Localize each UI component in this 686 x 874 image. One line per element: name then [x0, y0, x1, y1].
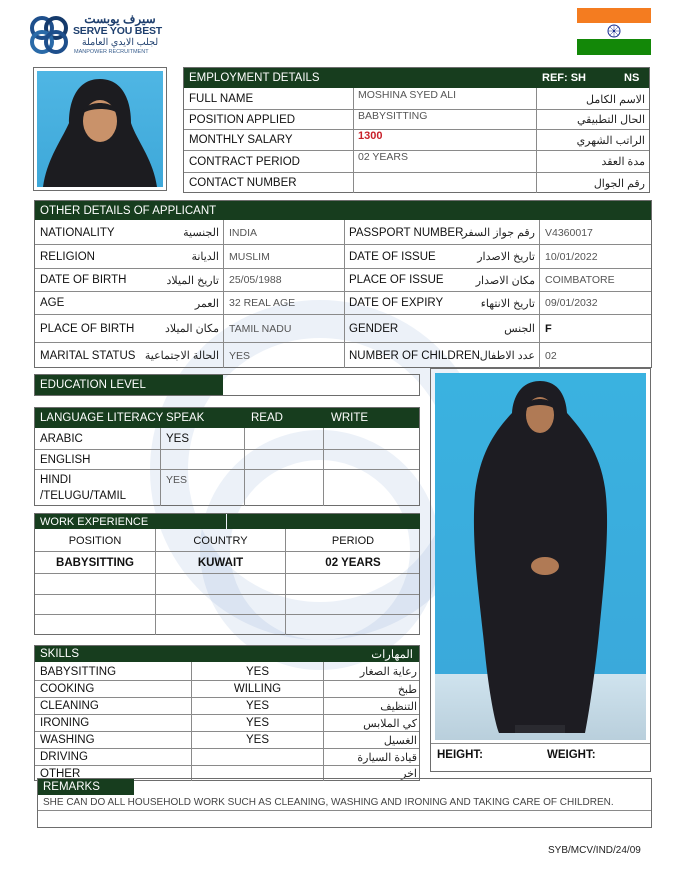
skill-ironing-arabic: كي الملابس	[363, 717, 417, 730]
weight-label: WEIGHT:	[547, 749, 596, 761]
date-of-issue-label: DATE OF ISSUE	[349, 250, 436, 263]
contact-number-label: CONTACT NUMBER	[189, 177, 297, 189]
other-details-table	[34, 200, 652, 368]
skills-table	[34, 645, 420, 781]
skill-cooking: COOKING	[40, 683, 95, 695]
place-of-birth-label: PLACE OF BIRTH	[40, 322, 135, 335]
marital-status-arabic: الحالة الاجتماعية	[144, 350, 219, 362]
other-details-title: OTHER DETAILS OF APPLICANT	[40, 204, 217, 217]
work-experience-title: WORK EXPERIENCE	[40, 515, 149, 528]
ashoka-chakra-icon	[607, 24, 621, 38]
marital-status-value: YES	[229, 349, 251, 362]
brand-name: SERVE YOU BEST	[73, 25, 163, 37]
work-position-value: BABYSITTING	[56, 556, 134, 569]
number-of-children-arabic: عدد الاطفال	[479, 350, 535, 362]
skill-babysitting-arabic: رعاية الصغار	[359, 666, 417, 678]
remarks-text: SHE CAN DO ALL HOUSEHOLD WORK SUCH AS CLEANING, WASHING AND IRONING AND TAKING CARE OF CHILDREN.	[43, 797, 614, 808]
remarks-section	[37, 778, 652, 828]
ref-suffix: NS	[624, 72, 640, 84]
company-logo	[28, 12, 168, 60]
write-header: WRITE	[331, 412, 369, 424]
hindi-speak: YES	[166, 474, 188, 486]
arabic-speak: YES	[166, 433, 190, 445]
ref-label: REF: SH	[542, 72, 586, 84]
skill-ironing: IRONING	[40, 717, 90, 729]
contract-period-arabic: مدة العقد	[601, 156, 645, 168]
height-label: HEIGHT:	[437, 749, 483, 761]
nationality-arabic: الجنسية	[183, 227, 219, 239]
number-of-children-label: NUMBER OF CHILDREN	[349, 349, 480, 362]
brand-arabic-tagline: لجلب الايدي العاملة	[81, 37, 159, 48]
applicant-portrait	[37, 71, 163, 187]
passport-number-label: PASSPORT NUMBER	[349, 226, 464, 239]
skill-driving-level	[192, 749, 323, 765]
skill-washing-arabic: الغسيل	[383, 734, 417, 747]
place-of-birth-arabic: مكان الميلاد	[164, 323, 219, 335]
work-country-value: KUWAIT	[197, 556, 244, 569]
work-experience-table	[34, 513, 420, 635]
skill-washing: WASHING	[40, 734, 95, 746]
passport-number-value: V4360017	[545, 226, 593, 239]
india-flag	[577, 8, 651, 55]
date-of-issue-arabic: تاريخ الاصدار	[477, 251, 535, 263]
education-level-label: EDUCATION LEVEL	[40, 379, 146, 391]
brand-arabic-name: سيرف يوبست	[84, 12, 156, 26]
employment-details-table	[183, 67, 650, 193]
period-header: PERIOD	[331, 534, 375, 547]
footer-code: SYB/MCV/IND/24/09	[548, 845, 641, 856]
logo-rings-icon	[28, 14, 70, 56]
nationality-value: INDIA	[229, 226, 258, 239]
skill-driving: DRIVING	[40, 751, 88, 763]
skill-other-arabic: اخر	[401, 768, 417, 780]
age-arabic: العمر	[194, 297, 219, 310]
age-label: AGE	[40, 297, 65, 309]
work-period-value: 02 YEARS	[325, 556, 381, 569]
skill-cooking-level: WILLING	[233, 683, 282, 695]
applicant-photo-frame	[33, 67, 167, 191]
monthly-salary-label: MONTHLY SALARY	[189, 134, 293, 146]
age-value: 32 REAL AGE	[229, 297, 296, 309]
skill-washing-level: YES	[245, 734, 269, 746]
monthly-salary-arabic: الراتب الشهري	[576, 134, 645, 147]
position-applied-arabic: الحال التطبيقي	[576, 114, 645, 126]
position-applied-value: BABYSITTING	[358, 110, 428, 122]
date-of-expiry-arabic: تاريخ الانتهاء	[480, 297, 535, 310]
language-english: ENGLISH	[40, 453, 91, 466]
gender-label: GENDER	[349, 322, 399, 335]
date-of-issue-value: 10/01/2022	[545, 250, 598, 263]
skill-other: OTHER	[40, 767, 81, 780]
date-of-birth-value: 25/05/1988	[229, 274, 282, 286]
place-of-issue-arabic: مكان الاصدار	[475, 274, 535, 287]
language-hindi: HINDI	[40, 474, 72, 486]
speak-header: SPEAK	[166, 412, 205, 424]
applicant-fullbody-frame	[430, 368, 651, 772]
skill-babysitting: BABYSITTING	[40, 665, 117, 678]
position-applied-label: POSITION APPLIED	[189, 113, 296, 126]
date-of-expiry-value: 09/01/2032	[545, 297, 598, 309]
skill-driving-arabic: قيادة السيارة	[357, 751, 417, 764]
nationality-label: NATIONALITY	[40, 226, 115, 239]
remarks-title: REMARKS	[43, 781, 100, 793]
brand-tagline: MANPOWER RECRUITMENT	[74, 49, 149, 55]
date-of-birth-arabic: تاريخ الميلاد	[166, 274, 219, 287]
date-of-birth-label: DATE OF BIRTH	[40, 274, 127, 286]
contract-period-label: CONTRACT PERIOD	[189, 155, 300, 168]
contract-period-value: 02 YEARS	[358, 151, 409, 163]
language-telugu-tamil: /TELUGU/TAMIL	[40, 490, 127, 502]
religion-arabic: الديانة	[191, 251, 219, 263]
full-name-value: MOSHINA SYED ALI	[358, 89, 457, 101]
language-literacy-table	[34, 407, 420, 506]
place-of-birth-value: TAMIL NADU	[229, 322, 292, 335]
passport-number-arabic: رقم جواز السفر	[462, 227, 535, 239]
country-header: COUNTRY	[193, 534, 248, 547]
language-arabic: ARABIC	[40, 433, 83, 445]
marital-status-label: MARITAL STATUS	[40, 349, 136, 362]
religion-label: RELIGION	[40, 250, 95, 263]
skill-cleaning-arabic: التنظيف	[380, 700, 417, 713]
skill-cleaning-level: YES	[245, 700, 269, 712]
skill-babysitting-level: YES	[245, 665, 269, 678]
skill-ironing-level: YES	[245, 717, 269, 729]
contact-number-arabic: رقم الجوال	[593, 177, 645, 190]
read-header: READ	[251, 412, 283, 424]
date-of-expiry-label: DATE OF EXPIRY	[349, 297, 444, 309]
full-name-label: FULL NAME	[189, 93, 254, 105]
skills-arabic-title: المهارات	[371, 649, 413, 661]
number-of-children-value: 02	[545, 349, 557, 362]
position-header: POSITION	[68, 534, 122, 547]
skills-title: SKILLS	[40, 648, 79, 660]
employment-details-title: EMPLOYMENT DETAILS	[189, 72, 320, 84]
place-of-issue-label: PLACE OF ISSUE	[349, 274, 444, 286]
skill-cooking-arabic: طبخ	[397, 683, 417, 696]
applicant-fullbody-photo	[435, 373, 646, 740]
skill-cleaning: CLEANING	[40, 700, 99, 712]
gender-value: F	[545, 322, 552, 335]
full-name-arabic: الاسم الكامل	[586, 93, 645, 106]
religion-value: MUSLIM	[229, 250, 270, 263]
language-literacy-header: LANGUAGE LITERACY	[40, 412, 164, 424]
gender-arabic: الجنس	[504, 323, 535, 335]
place-of-issue-value: COIMBATORE	[545, 274, 615, 286]
monthly-salary-value: 1300	[358, 130, 383, 142]
education-level-row	[34, 374, 420, 396]
